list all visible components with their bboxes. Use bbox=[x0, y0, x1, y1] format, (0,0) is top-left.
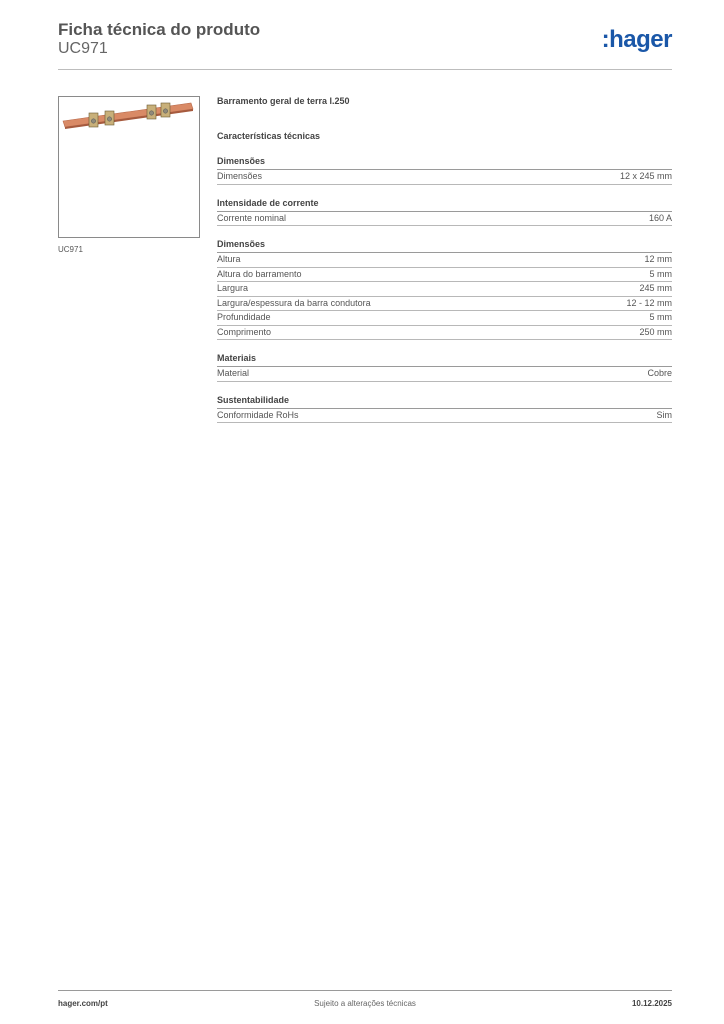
footer-note: Sujeito a alterações técnicas bbox=[314, 999, 416, 1008]
image-caption: UC971 bbox=[58, 245, 83, 254]
spec-label: Altura do barramento bbox=[217, 268, 302, 279]
spec-group-title: Intensidade de corrente bbox=[217, 198, 672, 212]
spec-row bbox=[217, 253, 672, 268]
spec-row bbox=[217, 282, 672, 297]
spec-value: Sim bbox=[656, 409, 672, 420]
spec-value: 5 mm bbox=[649, 268, 672, 279]
spec-row bbox=[217, 409, 672, 424]
page-footer bbox=[58, 990, 672, 1011]
spec-group-title: Materiais bbox=[217, 353, 672, 367]
page-header bbox=[58, 20, 672, 70]
spec-label: Profundidade bbox=[217, 312, 271, 322]
hager-logo: :hager bbox=[601, 26, 672, 53]
spec-group-title: Dimensões bbox=[217, 156, 672, 170]
doc-subtitle: UC971 bbox=[58, 40, 108, 57]
spec-group bbox=[217, 156, 672, 185]
spec-value: 160 A bbox=[648, 212, 672, 223]
spec-group-title: Dimensões bbox=[217, 239, 672, 253]
spec-group-title: Sustentabilidade bbox=[217, 395, 672, 409]
spec-row bbox=[217, 367, 672, 382]
spec-label: Dimensões bbox=[217, 171, 263, 181]
spec-row bbox=[217, 326, 672, 341]
spec-label: Comprimento bbox=[217, 326, 272, 337]
spec-row bbox=[217, 170, 672, 185]
product-image bbox=[58, 96, 200, 238]
spec-label: Largura/espessura da barra condutora bbox=[217, 297, 371, 308]
spec-group bbox=[217, 198, 672, 227]
spec-label: Corrente nominal bbox=[217, 212, 287, 223]
spec-value: 5 mm bbox=[649, 312, 672, 322]
spec-value: 245 mm bbox=[639, 283, 672, 293]
footer-website: hager.com/pt bbox=[58, 999, 108, 1008]
spec-label: Largura bbox=[217, 283, 249, 293]
spec-group bbox=[217, 239, 672, 340]
spec-row bbox=[217, 311, 672, 326]
spec-value: 12 - 12 mm bbox=[626, 297, 672, 308]
product-specs bbox=[217, 96, 672, 436]
footer-date: 10.12.2025 bbox=[631, 999, 672, 1008]
busbar-illustration bbox=[59, 97, 199, 237]
spec-label: Material bbox=[217, 368, 250, 378]
spec-row bbox=[217, 268, 672, 283]
spec-value: Cobre bbox=[647, 368, 672, 378]
product-name: Barramento geral de terra l.250 bbox=[217, 96, 350, 106]
spec-value: 12 mm bbox=[644, 254, 672, 264]
spec-group bbox=[217, 353, 672, 382]
spec-label: Altura bbox=[217, 254, 241, 264]
spec-row bbox=[217, 212, 672, 227]
spec-row bbox=[217, 297, 672, 312]
spec-groups bbox=[217, 156, 672, 423]
spec-label: Conformidade RoHs bbox=[217, 409, 299, 420]
spec-group bbox=[217, 395, 672, 424]
section-title: Características técnicas bbox=[217, 131, 321, 141]
spec-value: 12 x 245 mm bbox=[619, 171, 672, 181]
doc-title: Ficha técnica do produto bbox=[58, 20, 261, 39]
spec-value: 250 mm bbox=[639, 326, 672, 337]
